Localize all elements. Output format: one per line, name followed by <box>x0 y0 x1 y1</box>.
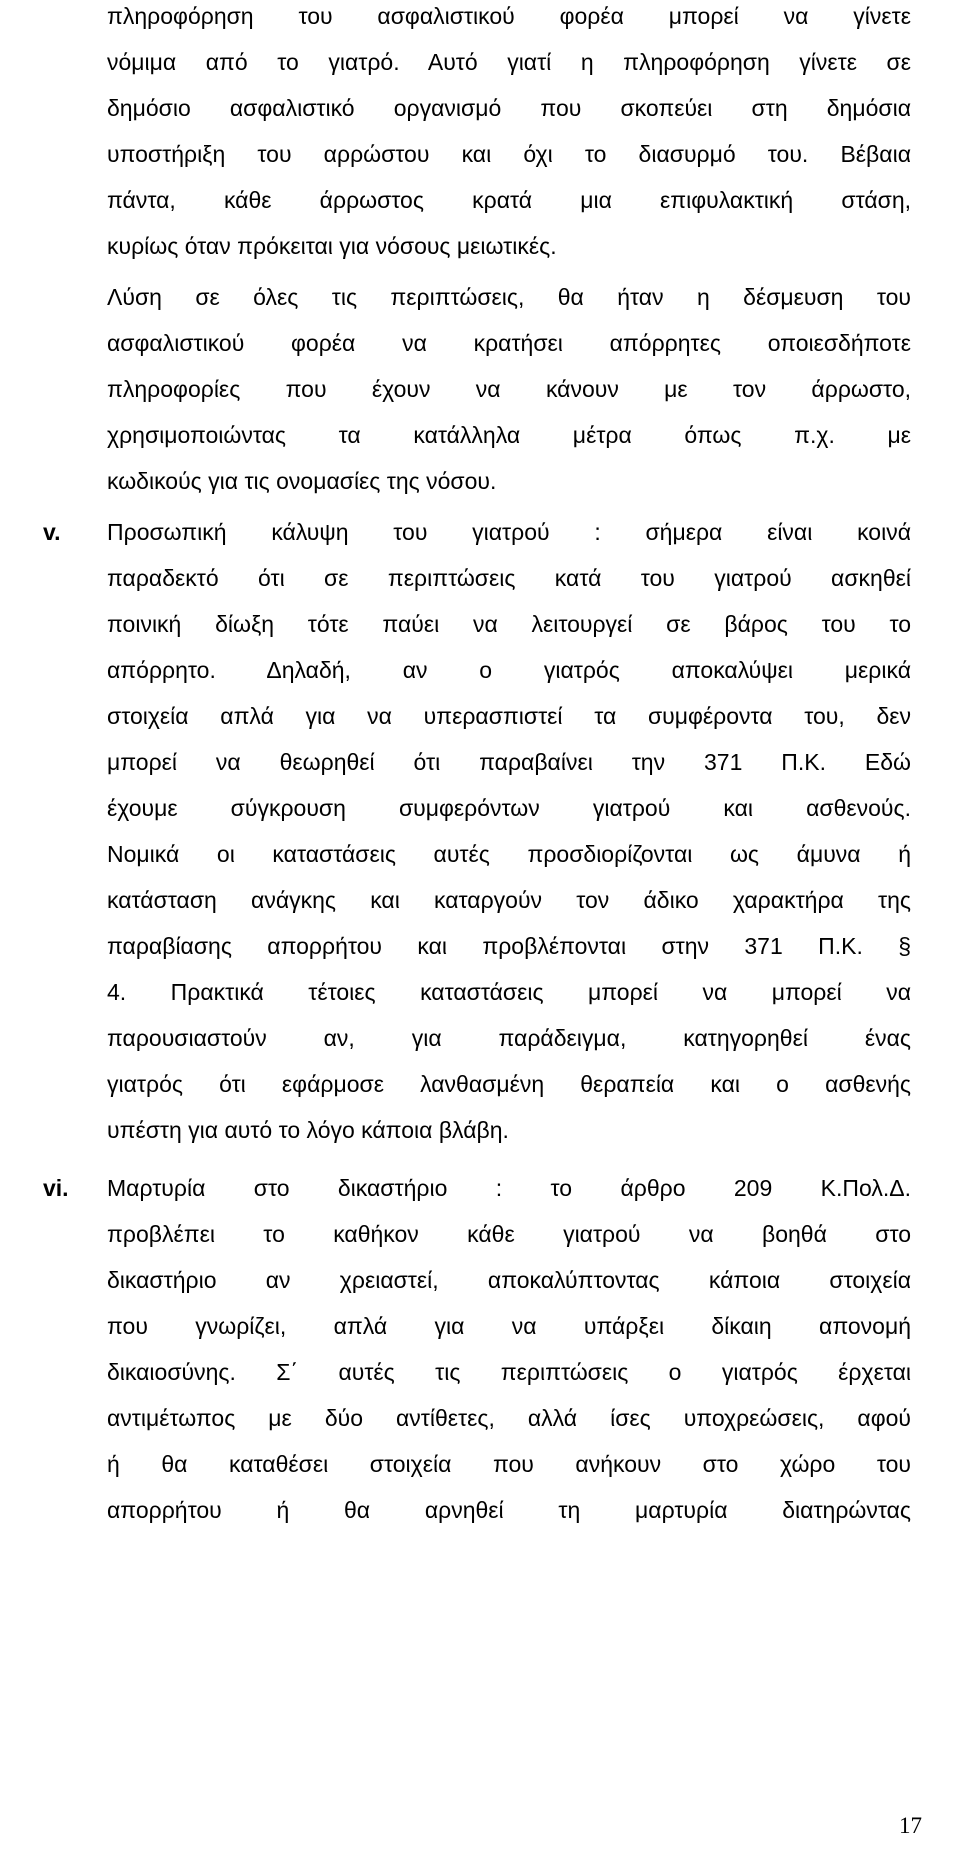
text-line: πληροφορίες που έχουν να κάνουν με τον άρρωστο, <box>107 376 911 402</box>
text-line: κωδικούς για τις ονομασίες της νόσου. <box>107 468 497 494</box>
text-line: δικαστήριο αν χρειαστεί, αποκαλύπτοντας κάποια στοιχεία <box>107 1267 911 1293</box>
page-number: 17 <box>899 1813 922 1838</box>
text-line: 4. Πρακτικά τέτοιες καταστάσεις μπορεί να μπορεί να <box>107 979 911 1005</box>
text-line: Νομικά οι καταστάσεις αυτές προσδιορίζονται ως άμυνα ή <box>107 841 911 867</box>
text-line: κυρίως όταν πρόκειται για νόσους μειωτικές. <box>107 233 557 259</box>
text-line: γιατρός ότι εφάρμοσε λανθασμένη θεραπεία και ο ασθενής <box>107 1071 911 1097</box>
text-line: προβλέπει το καθήκον κάθε γιατρού να βοηθά στο <box>107 1221 911 1247</box>
list-marker: vi. <box>43 1175 69 1201</box>
text-line: παραδεκτό ότι σε περιπτώσεις κατά του γιατρού ασκηθεί <box>107 565 911 591</box>
text-line: απόρρητο. Δηλαδή, αν ο γιατρός αποκαλύψει μερικά <box>107 657 911 683</box>
list-marker: v. <box>43 519 61 545</box>
text-line: αντιμέτωπος με δύο αντίθετες, αλλά ίσες υποχρεώσεις, αφού <box>107 1405 911 1431</box>
text-line: νόμιμα από το γιατρό. Αυτό γιατί η πληροφόρηση γίνετε σε <box>107 49 911 75</box>
text-line: παρουσιαστούν αν, για παράδειγμα, κατηγορηθεί ένας <box>107 1025 911 1051</box>
text-line: απορρήτου ή θα αρνηθεί τη μαρτυρία διατηρώντας <box>107 1497 911 1523</box>
text-line: μπορεί να θεωρηθεί ότι παραβαίνει την 371 Π.Κ. Εδώ <box>107 749 911 775</box>
text-line: υπέστη για αυτό το λόγο κάποια βλάβη. <box>107 1117 509 1143</box>
text-line: υποστήριξη του αρρώστου και όχι το διασυρμό του. Βέβαια <box>107 141 911 167</box>
text-line: Προσωπική κάλυψη του γιατρού : σήμερα είναι κοινά <box>107 519 911 545</box>
text-line: πληροφόρηση του ασφαλιστικού φορέα μπορεί να γίνετε <box>107 3 911 29</box>
text-line: ποινική δίωξη τότε παύει να λειτουργεί σε βάρος του το <box>107 611 911 637</box>
text-line: που γνωρίζει, απλά για να υπάρξει δίκαιη απονομή <box>107 1313 911 1339</box>
text-line: ασφαλιστικού φορέα να κρατήσει απόρρητες οποιεσδήποτε <box>107 330 911 356</box>
text-line: παραβίασης απορρήτου και προβλέπονται στην 371 Π.Κ. § <box>107 933 911 959</box>
text-line: Λύση σε όλες τις περιπτώσεις, θα ήταν η δέσμευση του <box>107 284 911 310</box>
text-line: στοιχεία απλά για να υπερασπιστεί τα συμφέροντα του, δεν <box>107 703 911 729</box>
text-line: δικαιοσύνης. Σ΄ αυτές τις περιπτώσεις ο γιατρός έρχεται <box>107 1359 911 1385</box>
text-line: ή θα καταθέσει στοιχεία που ανήκουν στο χώρο του <box>107 1451 911 1477</box>
text-line: χρησιμοποιώντας τα κατάλληλα μέτρα όπως π.χ. με <box>107 422 911 448</box>
text-line: έχουμε σύγκρουση συμφερόντων γιατρού και ασθενούς. <box>107 795 911 821</box>
text-line: πάντα, κάθε άρρωστος κρατά μια επιφυλακτική στάση, <box>107 187 911 213</box>
text-line: δημόσιο ασφαλιστικό οργανισμό που σκοπεύει στη δημόσια <box>107 95 911 121</box>
text-line: Μαρτυρία στο δικαστήριο : το άρθρο 209 Κ.Πολ.Δ. <box>107 1175 911 1201</box>
text-line: κατάσταση ανάγκης και καταργούν τον άδικο χαρακτήρα της <box>107 887 911 913</box>
